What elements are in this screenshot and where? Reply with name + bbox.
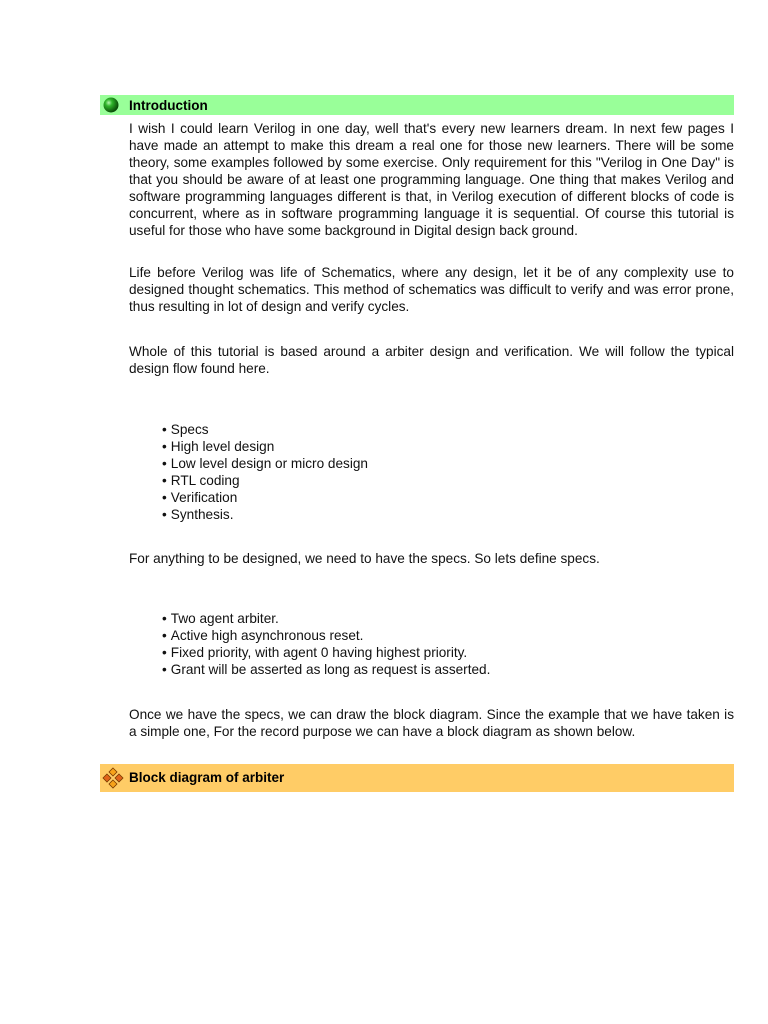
list-item: • Synthesis.: [162, 506, 368, 523]
paragraph-schematics: Life before Verilog was life of Schematics, where any design, let it be of any complexity use to designed thought schematics. This method of schematics was difficult to verify and was error prone, thus resulting in lot of design and verify cycles.: [129, 265, 734, 314]
list-item: • Active high asynchronous reset.: [162, 627, 490, 644]
section-title: Introduction: [129, 98, 208, 113]
section-header-block-diagram: [100, 764, 734, 792]
section-title: Block diagram of arbiter: [129, 770, 285, 785]
specs-list: [162, 610, 490, 678]
design-flow-list: [162, 421, 368, 523]
green-ball-icon: [100, 95, 122, 115]
list-item: • Specs: [162, 421, 368, 438]
paragraph-block-diagram-intro: Once we have the specs, we can draw the block diagram. Since the example that we have taken is a simple one, For the record purpose we can have a block diagram as shown below.: [129, 707, 734, 739]
paragraph-define-specs: For anything to be designed, we need to have the specs. So lets define specs.: [129, 551, 600, 566]
list-item: • RTL coding: [162, 472, 368, 489]
list-item: • Two agent arbiter.: [162, 610, 490, 627]
list-item: • High level design: [162, 438, 368, 455]
list-item: • Grant will be asserted as long as request is asserted.: [162, 661, 490, 678]
section-header-introduction: [100, 95, 734, 115]
paragraph-tutorial-basis: Whole of this tutorial is based around a arbiter design and verification. We will follow the typical design flow found here.: [129, 344, 734, 376]
paragraph-intro: I wish I could learn Verilog in one day, well that's every new learners dream. In next few pages I have made an attempt to make this dream a real one for those new learners. There will be some theory, some examples followed by some exercise. Only requirement for this "Verilog in One Day" is that you should be aware of at least one programming language. One thing that makes Verilog and software programming languages different is that, in Verilog execution of different blocks of code is concurrent, where as in software programming language it is sequential. Of course this tutorial is useful for those who have some background in Digital design back ground.: [129, 121, 734, 238]
diamond-cluster-icon: [101, 764, 125, 792]
list-item: • Verification: [162, 489, 368, 506]
list-item: • Fixed priority, with agent 0 having highest priority.: [162, 644, 490, 661]
list-item: • Low level design or micro design: [162, 455, 368, 472]
